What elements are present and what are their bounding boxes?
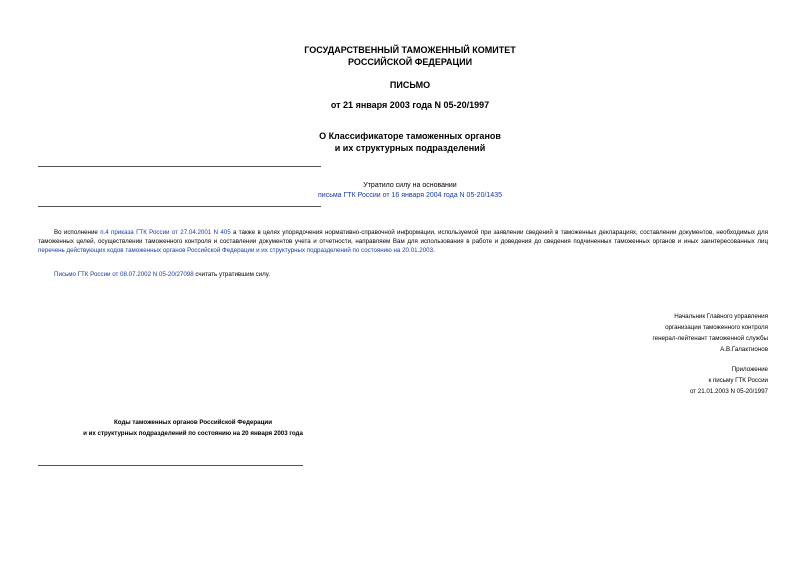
divider-status [38,206,321,207]
signature-line-2: организации таможенного контроля [665,324,768,331]
divider-bottom [38,465,303,466]
status-repeal-link[interactable]: письма ГТК России от 16 января 2004 года N 05-20/1435 [318,192,502,199]
signature-name: А.В.Галактионов [720,346,768,353]
p2-suffix: считать утратившим силу. [193,271,270,278]
order-405-link[interactable]: п.4 приказа ГТК России от 27.04.2001 N 405 [100,229,231,236]
appendix-line-2: к письму ГТК России [708,377,768,384]
signature-line-1: Начальник Главного управления [674,313,768,320]
signature-block [468,311,768,355]
doc-date: от 21 января 2003 года N 05-20/1997 [330,100,490,110]
org-header [150,44,670,68]
doc-subject [150,130,670,154]
body-paragraph-1 [38,228,768,255]
codes-title-line-1: Коды таможенных органов Российской Федерации [114,419,272,426]
divider-top [38,166,321,167]
status-block [250,181,570,201]
signature-line-3: генерал-лейтенант таможенной службы [652,335,768,342]
status-text: Утратило силу на основании [363,182,457,189]
codes-list-link[interactable]: перечень действующих кодов таможенных органов Российской Федерации и их структурных подразделений по состоянию на 20.01.2003 [38,247,434,254]
appendix-block [468,364,768,397]
subject-line-2: и их структурных подразделений [334,143,486,153]
p1-mid: а также в целях упорядочения нормативно-справочной информации, используемой при заявлении сведений в таможенных декларациях, составлении документов, необходимых для таможенных целей, осуществлении таможенного контроля и составлении документов учета и отчетности, направляем Вам для использования в работе и доведения до сведения подчиненных таможенных органов и иных заинтересованных лиц [38,229,768,245]
p1-prefix: Во исполнение [54,229,101,236]
subject-line-1: О Классификаторе таможенных органов [319,131,501,141]
org-line-2: РОССИЙСКОЙ ФЕДЕРАЦИИ [347,57,473,67]
appendix-line-1: Приложение [731,366,768,373]
letter-27098-link[interactable]: Письмо ГТК России от 08.07.2002 N 05-20/27098 [54,271,194,278]
body-paragraph-2 [54,270,754,279]
codes-title [38,417,348,439]
codes-title-line-2: и их структурных подразделений по состоянию на 20 января 2003 года [83,430,303,437]
p1-suffix: . [433,247,435,254]
appendix-line-3: от 21.01.2003 N 05-20/1997 [689,388,768,395]
doc-type: ПИСЬМО [389,80,431,90]
org-line-1: ГОСУДАРСТВЕННЫЙ ТАМОЖЕННЫЙ КОМИТЕТ [304,45,516,55]
